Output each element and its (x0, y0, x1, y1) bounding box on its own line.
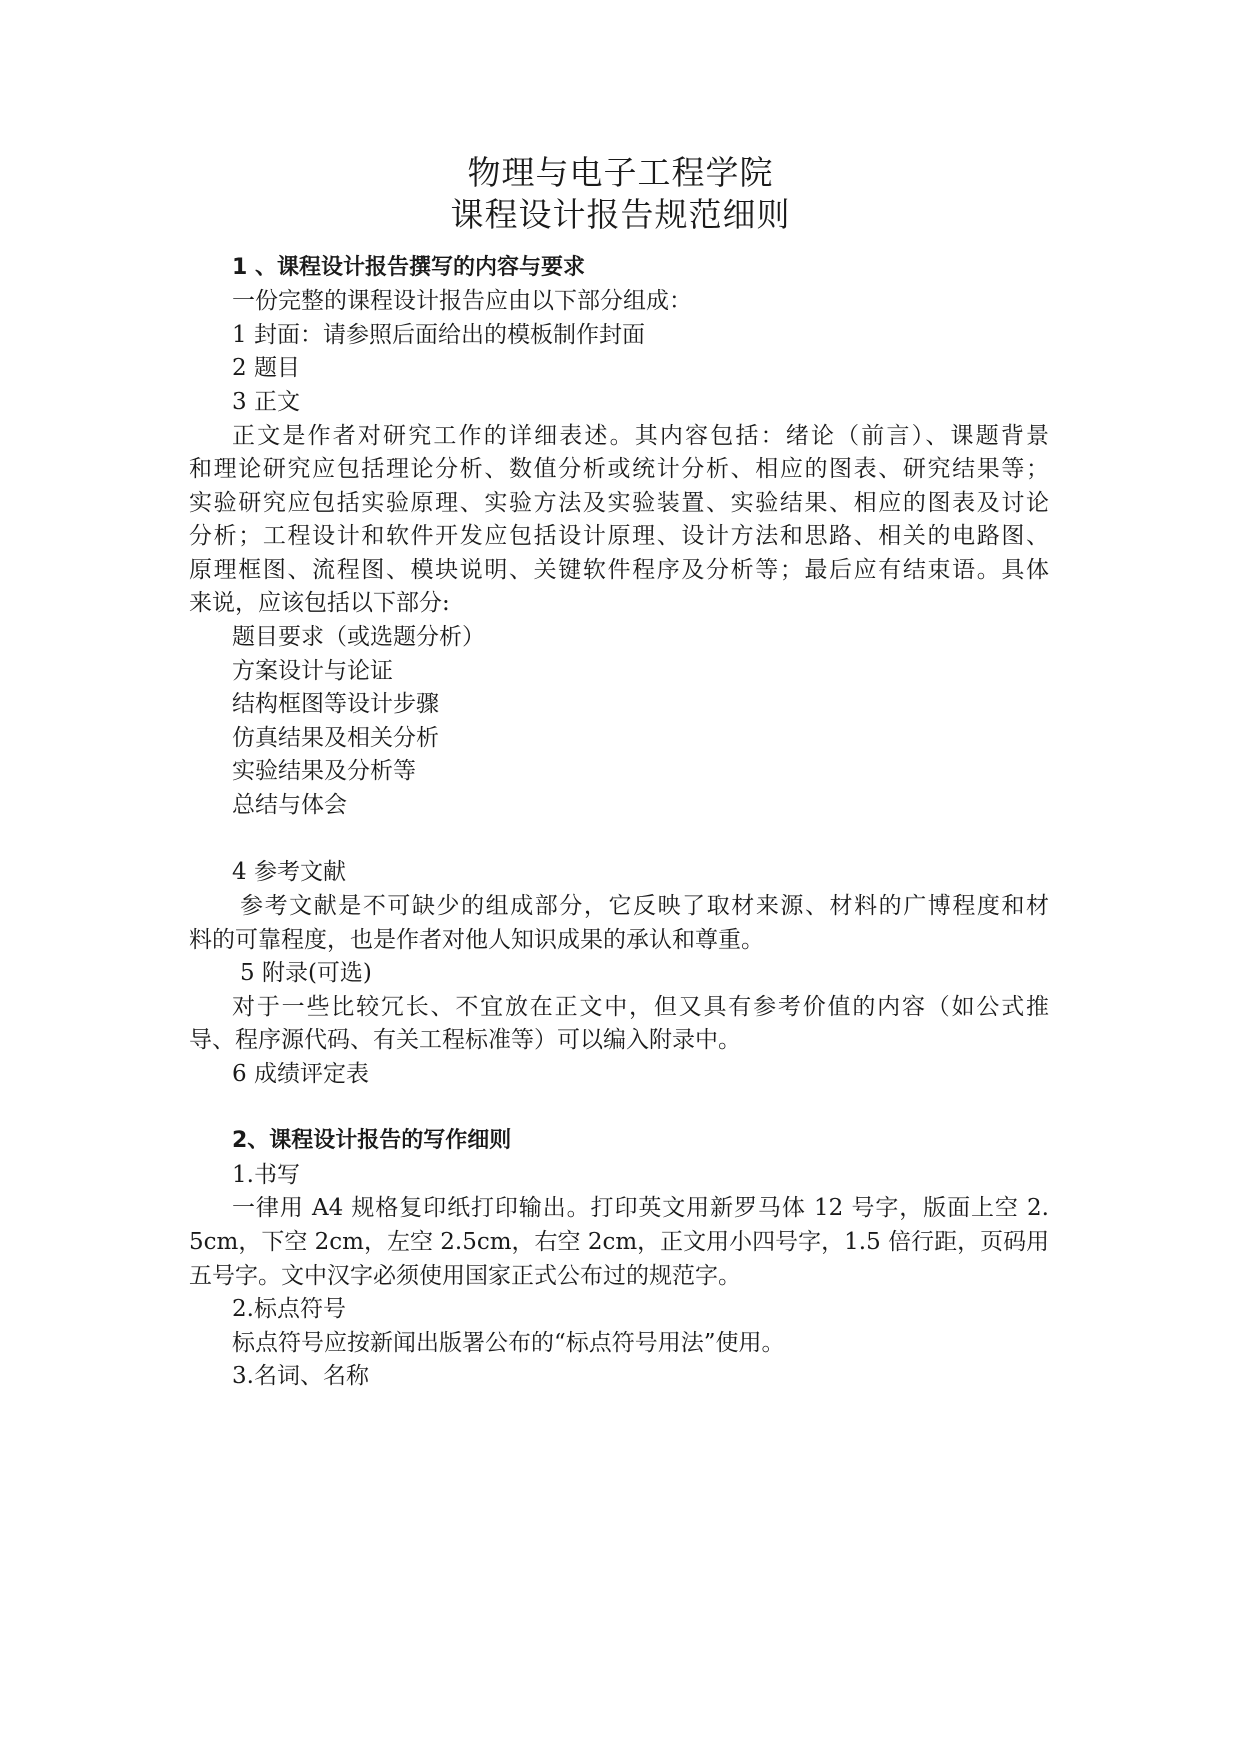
writing-paragraph-line: 5cm，下空 2cm，左空 2.5cm，右空 2cm，正文用小四号字，1.5 倍行距，页码用 (189, 1229, 1050, 1255)
section2-sub3: 3.名词、名称 (232, 1363, 369, 1389)
punctuation-paragraph-line: 标点符号应按新闻出版署公布的“标点符号用法”使用。 (232, 1330, 785, 1356)
list-item: 仿真结果及相关分析 (232, 725, 439, 751)
section1-item4: 4 参考文献 (232, 859, 346, 885)
section1-item1: 1 封面：请参照后面给出的模板制作封面 (232, 322, 645, 348)
list-item: 题目要求（或选题分析） (232, 624, 485, 650)
references-paragraph-line: 料的可靠程度，也是作者对他人知识成果的承认和尊重。 (189, 927, 764, 953)
list-item: 总结与体会 (232, 792, 347, 818)
section1-item2: 2 题目 (232, 355, 300, 381)
list-item: 结构框图等设计步骤 (232, 691, 439, 717)
section2-sub1: 1.书写 (232, 1162, 300, 1188)
body-paragraph-line: 原理框图、流程图、模块说明、关键软件程序及分析等；最后应有结束语。具体 (189, 557, 1049, 583)
body-paragraph-line: 分析；工程设计和软件开发应包括设计原理、设计方法和思路、相关的电路图、 (189, 523, 1049, 549)
section2-sub2: 2.标点符号 (232, 1296, 346, 1322)
body-paragraph-line: 和理论研究应包括理论分析、数值分析或统计分析、相应的图表、研究结果等； (189, 456, 1049, 482)
appendix-paragraph-line: 对于一些比较冗长、不宜放在正文中，但又具有参考价值的内容（如公式推 (232, 994, 1049, 1020)
references-paragraph-line: 参考文献是不可缺少的组成部分，它反映了取材来源、材料的广博程度和材 (240, 893, 1049, 919)
list-item: 实验结果及分析等 (232, 758, 416, 784)
section1-item5: 5 附录(可选) (240, 960, 372, 986)
appendix-paragraph-line: 导、程序源代码、有关工程标准等）可以编入附录中。 (189, 1027, 741, 1053)
section1-item3: 3 正文 (232, 389, 300, 415)
section1-intro: 一份完整的课程设计报告应由以下部分组成： (232, 288, 692, 314)
writing-paragraph-line: 五号字。文中汉字必须使用国家正式公布过的规范字。 (189, 1263, 741, 1289)
page-title-line2: 课程设计报告规范细则 (450, 195, 791, 234)
body-paragraph-line: 来说，应该包括以下部分: (189, 590, 450, 616)
writing-paragraph-line: 一律用 A4 规格复印纸打印输出。打印英文用新罗马体 12 号字，版面上空 2. (232, 1195, 1049, 1221)
body-paragraph-line: 正文是作者对研究工作的详细表述。其内容包括：绪论（前言）、课题背景 (232, 423, 1049, 449)
section1-item6: 6 成绩评定表 (232, 1061, 369, 1087)
list-item: 方案设计与论证 (232, 658, 393, 684)
section1-heading: 1 、课程设计报告撰写的内容与要求 (232, 255, 585, 280)
body-paragraph-line: 实验研究应包括实验原理、实验方法及实验装置、实验结果、相应的图表及讨论 (189, 490, 1049, 516)
page-title-line1: 物理与电子工程学院 (467, 153, 774, 192)
section2-heading: 2、课程设计报告的写作细则 (232, 1128, 512, 1153)
